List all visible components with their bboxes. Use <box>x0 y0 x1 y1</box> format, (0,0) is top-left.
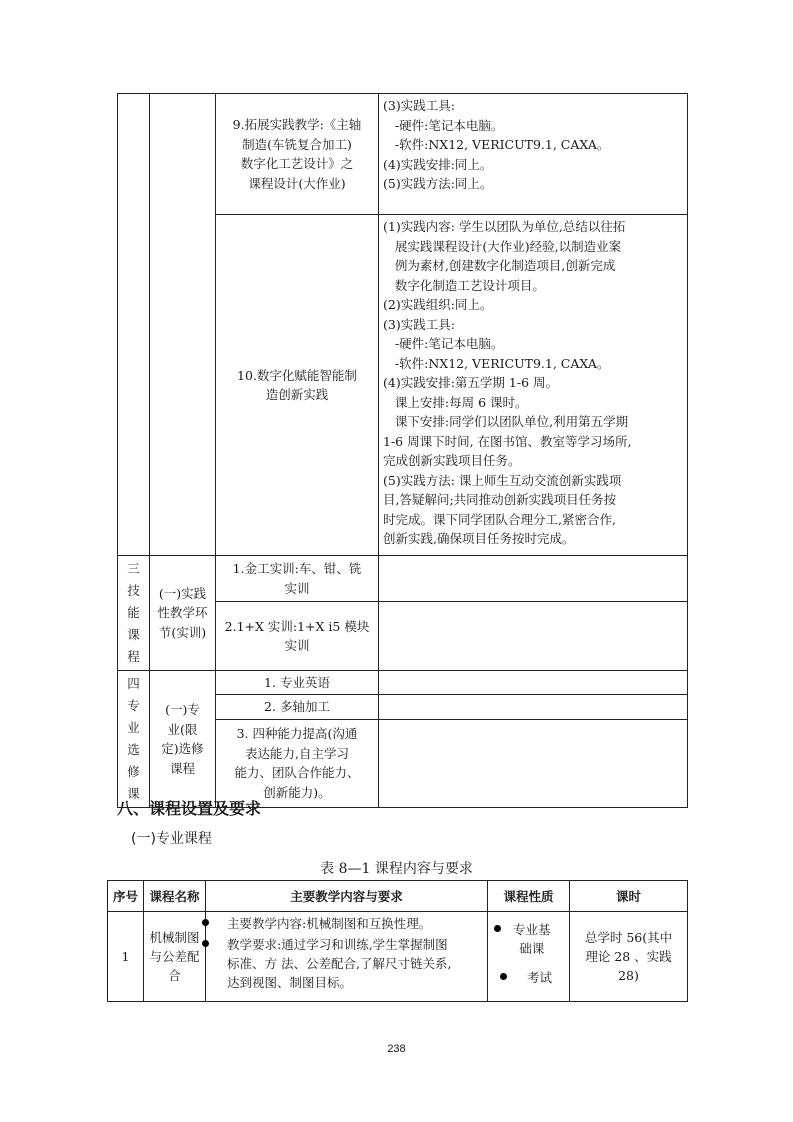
course-item-cell: 3. 四种能力提高(沟通 表达能力,自主学习 能力、团队合作能力、 创新能力)。 <box>216 719 379 807</box>
header-index: 序号 <box>108 881 144 912</box>
list-item: 教学要求:通过学习和训练,学生掌握制图 标准、方 法、公差配合,了解尺寸链关系, 达到视图、制图目标。 <box>206 935 485 992</box>
bullet-icon <box>500 973 507 980</box>
practice-table <box>117 93 688 808</box>
list-item: 专业基 础课 <box>488 920 569 958</box>
empty-cell <box>379 719 688 807</box>
list-item: 主要教学内容:机械制图和互换性理。 <box>206 914 485 933</box>
list-item: 考试 <box>488 968 569 987</box>
course-name-cell: 机械制图 与公差配 合 <box>144 912 206 1002</box>
bullet-icon <box>202 919 209 926</box>
section-heading: 八、课程设置及要求 <box>117 799 262 818</box>
course-item-cell: 2.1+X 实训:1+X i5 模块 实训 <box>216 602 379 671</box>
header-nature: 课程性质 <box>488 881 570 912</box>
empty-cell <box>379 671 688 695</box>
practice-cell: (3)实践工具: -硬件:笔记本电脑。 -软件:NX12, VERICUT9.1, CAXA。 (4)实践安排:同上。 (5)实践方法:同上。 <box>379 94 688 215</box>
subsection-heading: (一)专业课程 <box>131 831 212 847</box>
table-caption: 表 8—1 课程内容与要求 <box>320 861 473 877</box>
bullet-icon <box>494 925 501 932</box>
header-content: 主要教学内容与要求 <box>206 881 488 912</box>
course-item-cell: 1.金工实训:车、钳、铣 实训 <box>216 556 379 602</box>
row-index: 1 <box>108 912 144 1002</box>
sub-category-cell: (一)专 业(限 定)选修 课程 <box>150 671 216 808</box>
course-item-cell: 1. 专业英语 <box>216 671 379 695</box>
empty-cell <box>379 556 688 602</box>
header-hours: 课时 <box>570 881 688 912</box>
category-cell: 四 专 业 选 修 课 <box>118 671 150 808</box>
project-cell: 10.数字化赋能智能制 造创新实践 <box>216 215 379 556</box>
page-number: 238 <box>387 1043 406 1055</box>
table-row <box>108 912 688 1002</box>
empty-category-cell <box>118 94 150 556</box>
sub-category-cell: (一)实践 性教学环 节(实训) <box>150 556 216 671</box>
course-item-cell: 2. 多轴加工 <box>216 695 379 719</box>
course-table <box>107 880 688 1002</box>
practice-cell: (1)实践内容: 学生以团队为单位,总结以往拓 展实践课程设计(大作业)经验,以制造业案 例为素材,创建数字化制造项目,创新完成 数字化制造工艺设计项目。 (2)实践组织:同上。 (3)实践工具: -硬件:笔记本电脑。 -软件:NX12, VERICUT9.1, CAXA。 (4)实践安排:第五学期 1-6 周。 课上安排:每周 6 课时。 课下安排:同学们以团队单位,利用第五学期 1-6 周课下时间, 在图书馆、教室等学习场所, 完成创新实践项目任务。 (5)实践方法: 课上师生互动交流创新实践项 目,答疑解问;共同推动创新实践项目任务按 时完成。课下同学团队合理分工,紧密合作, 创新实践,确保项目任务按时完成。 <box>379 215 688 556</box>
empty-sub-cell <box>150 94 216 556</box>
empty-cell <box>379 695 688 719</box>
header-course-name: 课程名称 <box>144 881 206 912</box>
empty-cell <box>379 602 688 671</box>
project-cell: 9.拓展实践教学:《主轴 制造(车铣复合加工) 数字化工艺设计》之 课程设计(大作业) <box>216 94 379 215</box>
category-cell: 三 技 能 课 程 <box>118 556 150 671</box>
content-cell <box>206 912 488 1002</box>
hours-cell: 总学时 56(其中 理论 28 、实践 28) <box>570 912 688 1002</box>
nature-cell <box>488 912 570 1002</box>
